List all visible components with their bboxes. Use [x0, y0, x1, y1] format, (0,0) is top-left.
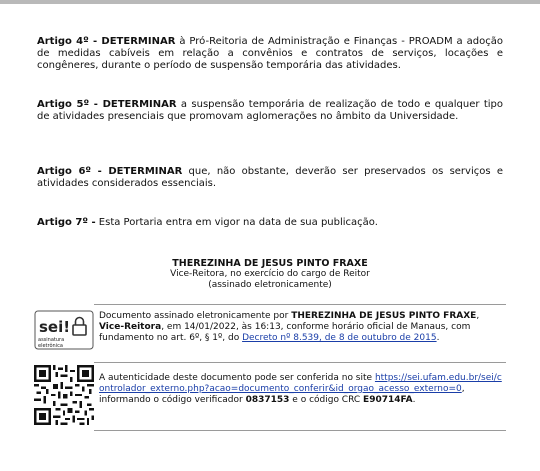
article-text: que, não obstante, deverão ser preservados os serviços e atividades considerados essenciais. — [37, 166, 503, 189]
verification-link[interactable]: https://sei.ufam.edu.br/sei/controlador_externo.php?acao=documento_conferir&id_orgao_acesso_externo=0 — [99, 373, 502, 394]
sei-signature-seal-icon — [34, 310, 94, 350]
svg-text:eletrônica: eletrônica — [38, 343, 63, 349]
signature-note: (assinado eletronicamente) — [208, 280, 332, 290]
article-label: Artigo 7º - — [37, 217, 96, 228]
article-5 — [37, 99, 503, 123]
signed-electronically-text: Documento assinado eletronicamente por THEREZINHA DE JESUS PINTO FRAXE, Vice-Reitora, em 14/01/2022, às 16:13, conforme horário oficial de Manaus, com fundamento no art. 6º, § 1º, do Decreto nº 8.539, de 8 de outubro de 2015. — [99, 311, 480, 343]
sei-logo-text: sei! — [39, 318, 71, 336]
signature-block — [37, 258, 503, 291]
top-divider — [0, 0, 540, 4]
article-label: Artigo 5º - DETERMINAR — [37, 99, 177, 110]
decree-link[interactable]: Decreto nº 8.539, de 8 de outubro de 2015 — [242, 333, 437, 343]
signer-role: Vice-Reitora, no exercício do cargo de Reitor — [170, 269, 370, 279]
article-text: Esta Portaria entra em vigor na data de sua publicação. — [95, 217, 378, 228]
authenticity-text: A autenticidade deste documento pode ser conferida no site https://sei.ufam.edu.br/sei/controlador_externo.php?acao=documento_conferir&id_orgao_acesso_externo=0, informando o código verificador 0837153 e o código CRC E90714FA. — [99, 373, 502, 405]
signer-role-bold: Vice-Reitora — [99, 322, 162, 332]
article-label: Artigo 6º - DETERMINAR — [37, 166, 183, 177]
divider — [94, 430, 506, 431]
article-7 — [37, 217, 503, 229]
article-4 — [37, 36, 503, 72]
crc-code: E90714FA — [363, 395, 413, 405]
article-label: Artigo 4º - DETERMINAR — [37, 36, 176, 47]
qr-code-icon — [34, 365, 94, 425]
signer-name: THEREZINHA DE JESUS PINTO FRAXE — [172, 258, 368, 269]
divider — [94, 362, 506, 363]
article-text: a suspensão temporária de realização de todo e qualquer tipo de atividades presenciais que promovam aglomerações no âmbito da Universidade. — [37, 99, 503, 122]
divider — [94, 304, 506, 305]
signer-name-bold: THEREZINHA DE JESUS PINTO FRAXE — [291, 311, 477, 321]
article-text: à Pró-Reitoria de Administração e Finanças - PROADM a adoção de medidas cabíveis em relação a convênios e contratos de serviços, locações e congêneres, durante o período de suspensão temporária das atividades. — [37, 36, 503, 71]
verifier-code: 0837153 — [245, 395, 290, 405]
article-6 — [37, 166, 503, 190]
svg-text:assinatura: assinatura — [38, 337, 65, 343]
